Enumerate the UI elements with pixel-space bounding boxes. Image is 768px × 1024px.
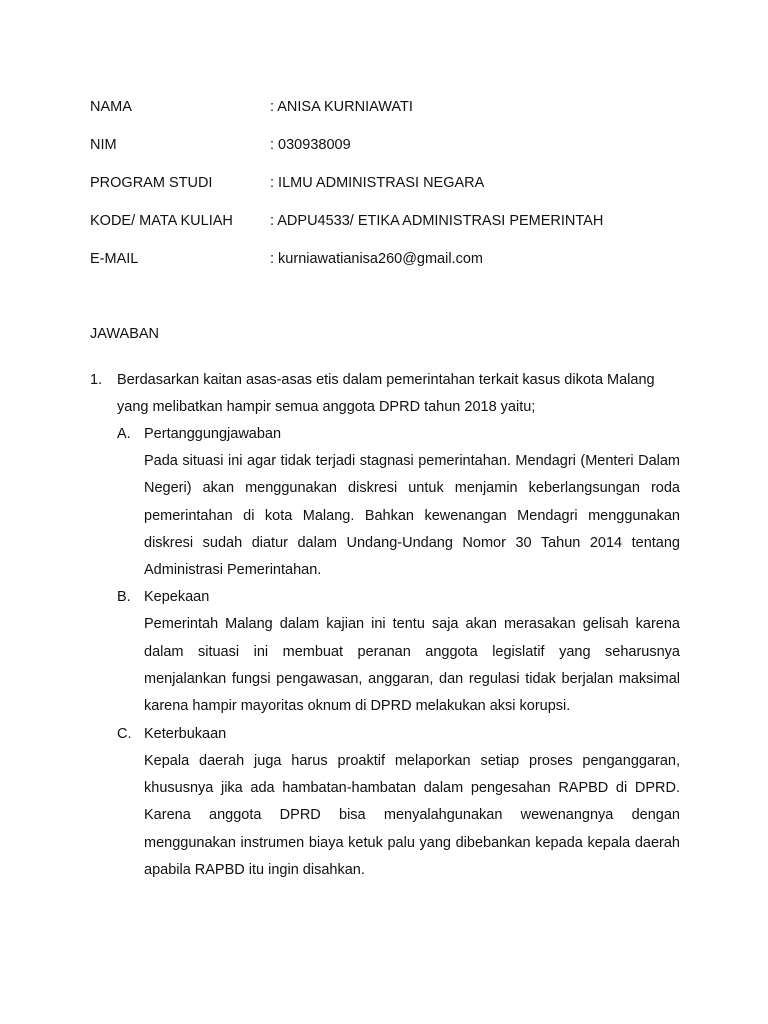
sub-item-heading bbox=[117, 721, 680, 748]
identity-table bbox=[90, 88, 690, 278]
identity-row-email bbox=[90, 240, 690, 278]
sub-item-letter: B. bbox=[117, 589, 131, 606]
answer-list bbox=[90, 367, 680, 884]
identity-value: : ANISA KURNIAWATI bbox=[270, 99, 413, 115]
sub-item-paragraph: Pemerintah Malang dalam kajian ini tentu saja akan merasakan gelisah karena dalam situasi ini membuat peranan anggota legislatif yang seharusnya menjalankan fungsi pengawasan, anggaran, dan regulasi tidak berjalan maksimal karena hampir mayoritas oknum di DPRD melakukan aksi korupsi. bbox=[144, 616, 680, 715]
identity-row-program bbox=[90, 164, 690, 202]
sub-item-title: Keterbukaan bbox=[144, 725, 227, 742]
identity-value: : 030938009 bbox=[270, 137, 351, 153]
identity-label: PROGRAM STUDI bbox=[90, 175, 213, 191]
identity-row-course bbox=[90, 202, 690, 240]
identity-value: : ILMU ADMINISTRASI NEGARA bbox=[270, 175, 485, 191]
question-item bbox=[90, 367, 680, 884]
sub-item-b bbox=[117, 584, 680, 720]
sub-item-title: Pertanggungjawaban bbox=[144, 426, 282, 442]
identity-value: : ADPU4533/ ETIKA ADMINISTRASI PEMERINTAH bbox=[270, 213, 604, 229]
sub-item-heading bbox=[117, 584, 680, 611]
section-title: JAWABAN bbox=[90, 326, 160, 342]
sub-item-heading bbox=[117, 421, 680, 448]
sub-item-letter: C. bbox=[117, 725, 132, 742]
identity-label: E-MAIL bbox=[90, 251, 139, 267]
identity-label: NIM bbox=[90, 137, 117, 153]
question-number: 1. bbox=[90, 372, 103, 388]
identity-value: : kurniawatianisa260@gmail.com bbox=[270, 251, 483, 267]
identity-row-nim bbox=[90, 126, 690, 164]
question-text: Berdasarkan kaitan asas-asas etis dalam pemerintahan terkait kasus dikota Malang yang melibatkan hampir semua anggota DPRD tahun 2018 yaitu; bbox=[117, 372, 655, 415]
sub-item-title: Kepekaan bbox=[144, 589, 210, 606]
identity-row-name bbox=[90, 88, 690, 126]
question-body bbox=[117, 367, 680, 884]
sub-item-letter: A. bbox=[117, 426, 131, 442]
sub-item-c bbox=[117, 721, 680, 884]
identity-label: KODE/ MATA KULIAH bbox=[90, 213, 233, 229]
sub-item-paragraph: Pada situasi ini agar tidak terjadi stagnasi pemerintahan. Mendagri (Menteri Dalam Negeri) akan menggunakan diskresi untuk menjamin keberlangsungan roda pemerintahan di kota Malang. Bahkan kewenangan Mendagri menggunakan diskresi sudah diatur dalam Undang-Undang Nomor 30 Tahun 2014 tentang Administrasi Pemerintahan. bbox=[144, 453, 680, 579]
identity-label: NAMA bbox=[90, 99, 132, 115]
sub-item-paragraph: Kepala daerah juga harus proaktif melaporkan setiap proses penganggaran, khususnya jika ada hambatan-hambatan dalam pengesahan RAPBD di DPRD. Karena anggota DPRD bisa menyalahgunakan wewenangnya dengan menggunakan instrumen biaya ketuk palu yang dibebankan kepada kepala daerah apabila RAPBD itu ingin disahkan. bbox=[144, 752, 680, 878]
sub-item-a bbox=[117, 421, 680, 584]
